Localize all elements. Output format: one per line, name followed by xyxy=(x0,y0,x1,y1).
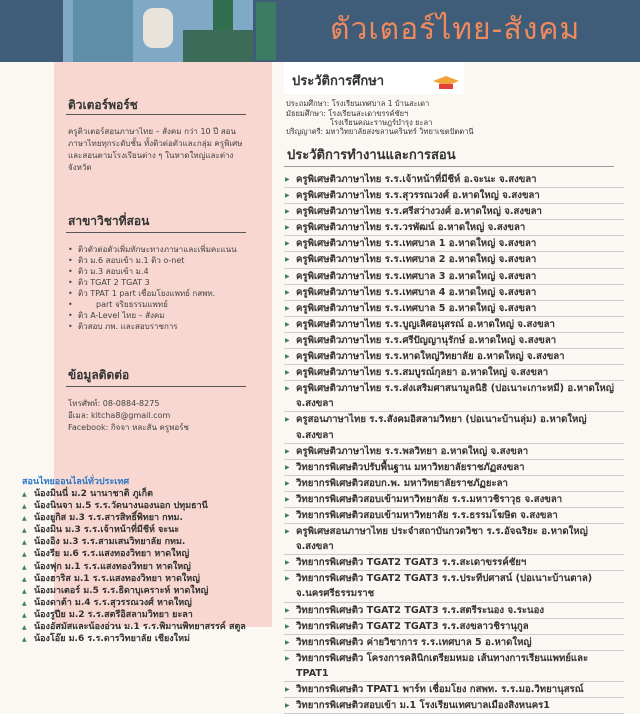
list-item: ▶ ครูพิเศษติวภาษาไทย ร.ร.ส่งเสริมศาสนามูลนิธิ (ปอเนาะเกาะหมี) อ.หาดใหญ่ จ.สงขลา xyxy=(284,381,624,412)
education-label: มัธยมศึกษา: xyxy=(286,109,326,118)
list-item: ▶ ครูพิเศษติวภาษาไทย ร.ร.หาดใหญ่วิทยาลัย อ.หาดใหญ่ จ.สงขลา xyxy=(284,349,624,365)
list-item: ▶ ครูพิเศษติวภาษาไทย ร.ร.เทศบาล 1 อ.หาดใหญ่ จ.สงขลา xyxy=(284,236,624,252)
divider xyxy=(66,386,246,387)
list-item: ▶ วิทยากรพิเศษติว TGAT2 TGAT3 ร.ร.สะเดาขรรค์ชัยฯ xyxy=(284,555,624,571)
list-item: ▲ น้องฮาริส ม.1 ร.ร.แสงทองวิทยา หาดใหญ่ xyxy=(22,573,246,585)
list-item: • ติวตัวต่อตัวเพิ่มทักษะทางภาษาและเพิ่มคะแนน xyxy=(68,244,258,255)
list-item: ▶ วิทยากรพิเศษติว TGAT2 TGAT3 ร.ร.ประทีปศาสน์ (ปอเนาะบ้านตาล) จ.นครศรีธรรมราช xyxy=(284,571,624,602)
list-item: • ติว TPAT 1 part เชื่อมโยงแพทย์ กสพท. xyxy=(68,288,258,299)
list-item: • ติว ม.6 สอบเข้า ม.1 ติว o-net xyxy=(68,255,258,266)
page-title: ตัวเตอร์ไทย-สังคม xyxy=(330,12,581,47)
side-decoration xyxy=(256,2,276,60)
list-item: ▶ ครูพิเศษติวภาษาไทย ร.ร.เทศบาล 2 อ.หาดใหญ่ จ.สงขลา xyxy=(284,252,624,268)
list-item: ▲ น้องโอ๊ย ม.6 ร.ร.ดารวิทยาลัย เชียงใหม่ xyxy=(22,633,246,645)
list-item: ▶ วิทยากรพิเศษติว TGAT2 TGAT3 ร.ร.สงขลาวชิรานุกูล xyxy=(284,619,624,635)
divider xyxy=(284,166,614,167)
graduation-cap-icon xyxy=(433,76,459,90)
profile-photo xyxy=(63,0,253,62)
list-item: ▲ น้องนินจา ม.5 ร.ร.วัดนางนองนอก ปทุมธานี xyxy=(22,500,246,512)
contact-title: ข้อมูลติดต่อ xyxy=(68,368,130,382)
list-item: ▶ วิทยากรพิเศษติวสอบเข้ามหาวิทยาลัย ร.ร.มหาวชิราวุธ จ.สงขลา xyxy=(284,492,624,508)
list-item: ▲ น้องอิง ม.3 ร.ร.สามเสนวิทยาลัย กทม. xyxy=(22,536,246,548)
list-item: ▶ ครูพิเศษติวภาษาไทย ร.ร.เจ้าหน้าที่มีชีห์ อ.จะนะ จ.สงขลา xyxy=(284,172,624,188)
profile-title: ติวเตอร์พอร์ช xyxy=(68,98,138,112)
education-row xyxy=(286,126,473,138)
list-item: • ติว TGAT 2 TGAT 3 xyxy=(68,277,258,288)
list-item: ▲ น้องยูกิส ม.3 ร.ร.สารสิทธิ์พิทยา กทม. xyxy=(22,512,246,524)
list-item: ▶ วิทยากรพิเศษติวสอบก.พ. มหาวิทยาลัยราชภัฏยะลา xyxy=(284,476,624,492)
list-item: ▲ น้องรีย ม.6 ร.ร.แสงทองวิทยา หาดใหญ่ xyxy=(22,548,246,560)
education-value: มหาวิทยาลัยสงขลานครินทร์ วิทยาเขตปัตตานี xyxy=(325,127,474,136)
online-list xyxy=(22,488,246,645)
list-item: ▶ วิทยากรพิเศษติว โครงการคลินิกเตรียมหมอ เส้นทางการเรียนแพทย์และ TPAT1 xyxy=(284,651,624,682)
list-item: ▶ วิทยากรพิเศษติว TGAT2 TGAT3 ร.ร.สตรีระนอง จ.ระนอง xyxy=(284,603,624,619)
subjects-list xyxy=(68,244,258,332)
list-item: ▶ วิทยากรพิเศษติวสอบเข้ามหาวิทยาลัย ร.ร.ธรรมโฆษิต จ.สงขลา xyxy=(284,508,624,524)
list-item: ▶ ครูพิเศษติวภาษาไทย ร.ร.เทศบาล 5 อ.หาดใหญ่ จ.สงขลา xyxy=(284,301,624,317)
list-item: ▶ ครูพิเศษติวภาษาไทย ร.ร.ศรีปัญญานุรักษ์ อ.หาดใหญ่ จ.สงขลา xyxy=(284,333,624,349)
list-item: ▶ วิทยากรพิเศษติวปรับพื้นฐาน มหาวิทยาลัยราชภัฏสงขลา xyxy=(284,460,624,476)
education-title: ประวัติการศึกษา xyxy=(292,74,385,89)
list-item: ▶ ครูพิเศษติวภาษาไทย ร.ร.สมบูรณ์กุลยา อ.หาดใหญ่ จ.สงขลา xyxy=(284,365,624,381)
list-item: ▶ ครูพิเศษติวภาษาไทย ร.ร.บูญเลิศอนุสรณ์ อ.หาดใหญ่ จ.สงขลา xyxy=(284,317,624,333)
education-value: โรงเรียนคณะราษฎร์บำรุง ยะลา xyxy=(330,118,433,127)
list-item: ▶ ครูสอนภาษาไทย ร.ร.สังคมอิสลามวิทยา (ปอเนาะบ้านลุ่ม) อ.หาดใหญ่ จ.สงขลา xyxy=(284,412,624,443)
education-value: โรงเรียนเทศบาล 1 บ้านสะเดา xyxy=(331,99,430,108)
list-item: ▲ น้องมาเตอร์ ม.5 ร.ร.ธิดาบุเคราะห์ หาดใหญ่ xyxy=(22,585,246,597)
work-list xyxy=(284,172,624,714)
contact-phone: โทรศัพท์: 08-0884-8275 xyxy=(68,399,160,408)
list-item: • ติว ม.3 สอบเข้า ม.4 xyxy=(68,266,258,277)
divider xyxy=(66,114,246,115)
list-item: ▶ ครูพิเศษติวภาษาไทย ร.ร.วรพัฒน์ อ.หาดใหญ่ จ.สงขลา xyxy=(284,220,624,236)
list-item: ▲ น้องรูปีย ม.2 ร.ร.สตรีอิสลามวิทยา ยะลา xyxy=(22,609,246,621)
list-item: • part จริยธรรมแพทย์ xyxy=(68,299,258,310)
list-item: • ติว A-Level ไทย – สังคม xyxy=(68,310,258,321)
profile-bio: ครูติวเตอร์สอนภาษาไทย – สังคม กว่า 10 ปี สอนภาษาไทยทุกระดับชั้น ทั้งติวต่อตัวและกลุ่ม ครูพิเศษและสอนตามโรงเรียนต่าง ๆ ในหาดใหญ่และต่างจังหวัด xyxy=(68,127,243,172)
list-item: ▶ ครูพิเศษติวภาษาไทย ร.ร.สุวรรณวงศ์ อ.หาดใหญ่ จ.สงขลา xyxy=(284,188,624,204)
list-item: ▶ ครูพิเศษติวภาษาไทย ร.ร.พลวิทยา อ.หาดใหญ่ จ.สงขลา xyxy=(284,444,624,460)
list-item: ▶ ครูพิเศษติวภาษาไทย ร.ร.เทศบาล 4 อ.หาดใหญ่ จ.สงขลา xyxy=(284,285,624,301)
list-item: ▶ วิทยากรพิเศษติวสอบเข้า ม.1 โรงเรียนเทศบาลเมืองสิงหนคร1 xyxy=(284,698,624,714)
list-item: ▲ น้องมิน ม.3 ร.ร.เจ้าหน้าที่มีชีห์ จะนะ xyxy=(22,524,246,536)
online-title: สอนไทยออนไลน์ทั่วประเทศ xyxy=(22,477,130,487)
divider xyxy=(66,232,246,233)
list-item: • ติวสอบ ภพ. และสอบราชการ xyxy=(68,321,258,332)
list-item: ▶ ครูพิเศษติวภาษาไทย ร.ร.เทศบาล 3 อ.หาดใหญ่ จ.สงขลา xyxy=(284,269,624,285)
contact-email[interactable]: อีเมล: kitcha8@gmail.com xyxy=(68,411,171,420)
list-item: ▶ ครูพิเศษสอนภาษาไทย ประจำสถาบันกวดวิชา ร.ร.อัจฉริยะ อ.หาดใหญ่ จ.สงขลา xyxy=(284,524,624,555)
subjects-title: สาขาวิชาที่สอน xyxy=(68,214,150,228)
education-label: ปริญญาตรี: xyxy=(286,127,324,136)
education-value: โรงเรียนสะเดาขรรค์ชัยฯ xyxy=(328,109,409,118)
list-item: ▲ น้องอัสมัสและน้องอ่วน ม.1 ร.ร.พิมานพิทยาสรรค์ สตูล xyxy=(22,621,246,633)
education-label: ประถมศึกษา: xyxy=(286,99,330,108)
list-item: ▶ วิทยากรพิเศษติว TPAT1 พาร์ท เชื่อมโยง กสพท. ร.ร.มอ.วิทยานุสรณ์ xyxy=(284,682,624,698)
list-item: ▲ น้องดาต้า ม.4 ร.ร.สุวรรณวงศ์ หาดใหญ่ xyxy=(22,597,246,609)
list-item: ▶ ครูพิเศษติวภาษาไทย ร.ร.ศรีสว่างวงศ์ อ.หาดใหญ่ จ.สงขลา xyxy=(284,204,624,220)
list-item: ▶ วิทยากรพิเศษติว ค่ายวิชาการ ร.ร.เทศบาล 5 อ.หาดใหญ่ xyxy=(284,635,624,651)
list-item: ▲ น้องฟุก ม.1 ร.ร.แสงทองวิทยา หาดใหญ่ xyxy=(22,561,246,573)
contact-facebook[interactable]: Facebook: กิจจา หละสัน ครูพอร์ช xyxy=(68,423,189,432)
work-title: ประวัติการทำงานและการสอน xyxy=(287,148,456,163)
list-item: ▲ น้องมินนี่ ม.2 นานาชาติ ภูเก็ต xyxy=(22,488,246,500)
